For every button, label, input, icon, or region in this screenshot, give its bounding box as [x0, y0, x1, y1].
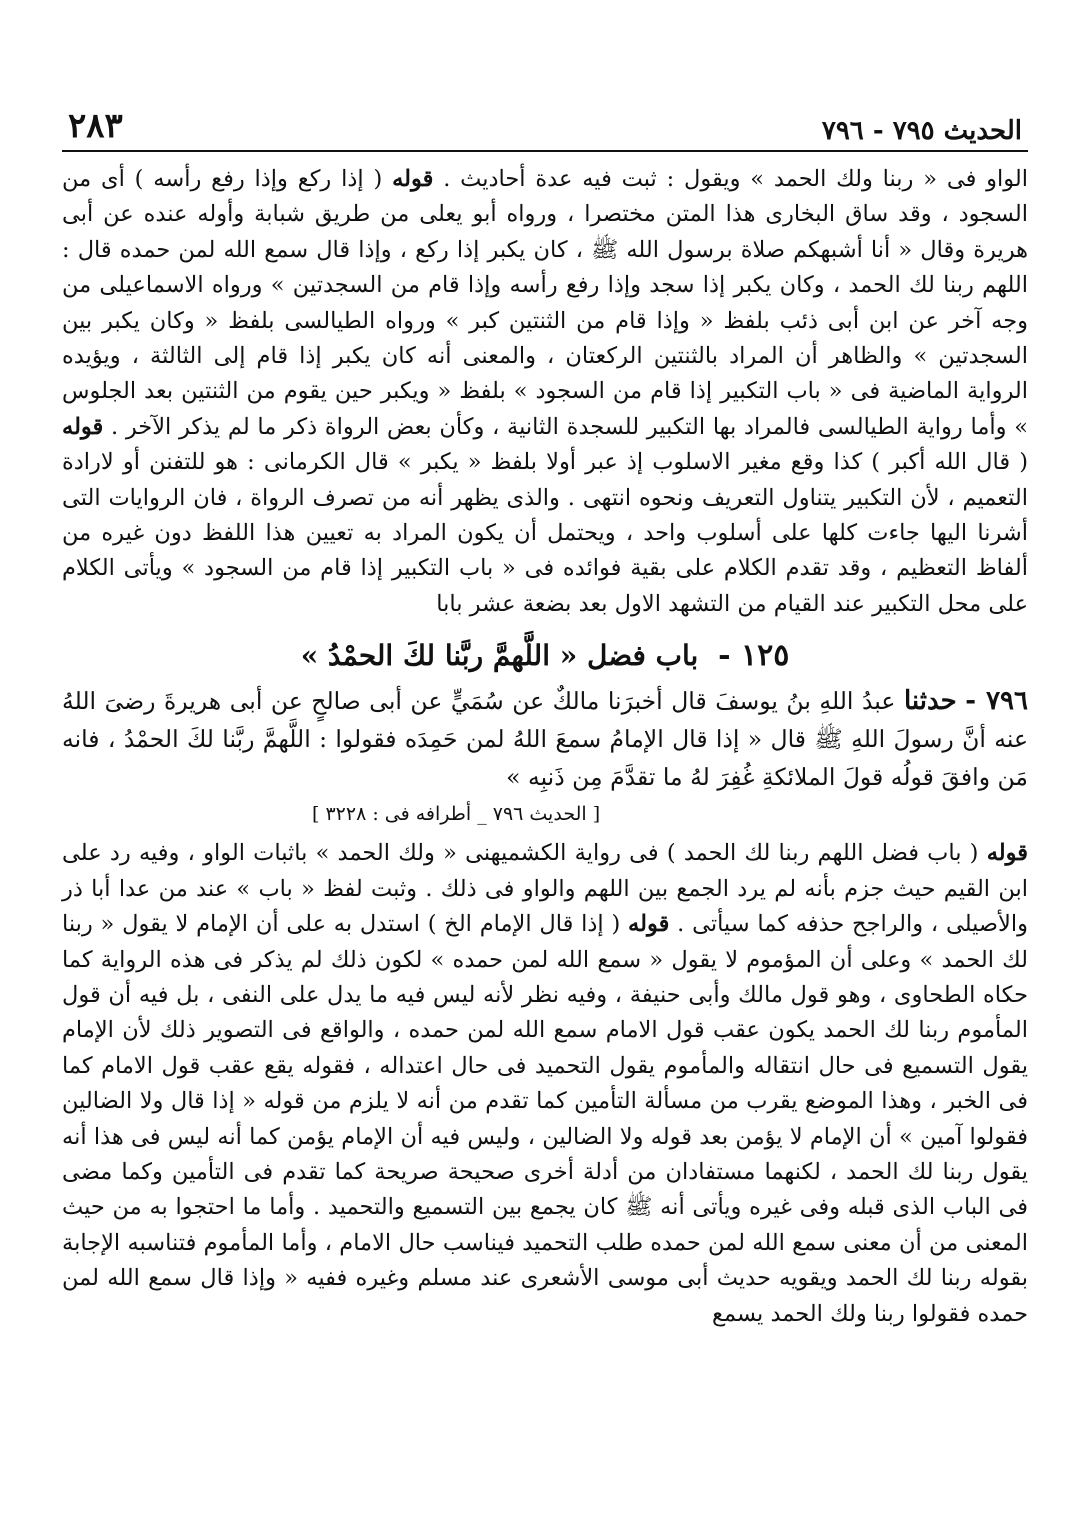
hadith-number: ٧٩٦ - [965, 686, 1028, 717]
running-head-title: الحديث ٧٩٥ - ٧٩٦ [821, 116, 1022, 146]
qawluhu-keyword: قوله [628, 911, 670, 938]
haddathana-word: حدثنا [903, 686, 957, 717]
chapter-number: ١٢٥ - [718, 638, 790, 674]
commentary-text: ( إذا ركع وإذا رفع رأسه ) أى من السجود ، وقد ساق البخارى هذا المتن مختصرا ، ورواه أبو يعلى من طريق شبابة وأوله عنده عن أبى هريرة وقال « أنا أشبهكم صلاة برسول الله ﷺ ، كان يكبر إذا ركع ، وإذا قال سمع الله لمن حمده قال : اللهم ربنا لك الحمد ، وكان يكبر إذا سجد وإذا رفع رأسه وإذا قام من السجدتين » ورواه الاسماعيلى من وجه آخر عن ابن أبى ذئب بلفظ « وإذا قام من الثنتين كبر » ورواه الطيالسى بلفظ « وكان يكبر بين السجدتين » والظاهر أن المراد بالثنتين الركعتان ، والمعنى أنه كان يكبر إذا قام إلى الثالثة ، ويؤيده الرواية الماضية فى « باب التكبير إذا قام من السجود » بلفظ « ويكبر حين يقوم من الثنتين بعد الجلوس » وأما رواية الطيالسى فالمراد بها التكبير للسجدة الثانية ، وكأن بعض الرواة ذكر ما لم يذكر الآخر . [62, 166, 1028, 440]
running-head [62, 100, 1028, 152]
hadith-text [62, 682, 1028, 796]
qawluhu-keyword: قوله [62, 413, 104, 440]
commentary-text: الواو فى « ربنا ولك الحمد » ويقول : ثبت فيه عدة أحاديث . [433, 166, 1028, 192]
commentary-paragraph [62, 162, 1028, 622]
qawluhu-keyword: قوله [986, 840, 1028, 867]
book-page [62, 100, 1028, 1332]
commentary-text: ( باب فضل اللهم ربنا لك الحمد ) فى رواية الكشميهنى « ولك الحمد » باثبات الواو ، وفيه رد على ابن القيم حيث جزم بأنه لم يرد الجمع بين اللهم والواو فى ذلك . وثبت لفظ « باب » عند من عدا أبا ذر والأصيلى ، والراجح حذفه كما سيأتى . [62, 840, 1028, 938]
commentary-paragraph [62, 836, 1028, 1332]
qawluhu-keyword: قوله [392, 166, 434, 192]
cross-reference-text: [ الحديث ٧٩٦ _ أطرافه فى : ٣٢٢٨ ] [312, 803, 601, 826]
commentary-text: ( إذا قال الإمام الخ ) استدل به على أن الإمام لا يقول « ربنا لك الحمد » وعلى أن المؤموم لا يقول « سمع الله لمن حمده » لكون ذلك لم يذكر فى هذه الرواية كما حكاه الطحاوى ، وهو قول مالك وأبى حنيفة ، وفيه نظر لأنه ليس فيه ما يدل على النفى ، بل فيه أن قول المأموم ربنا لك الحمد يكون عقب قول الامام سمع الله لمن حمده ، والواقع فى التصوير ذلك لأن الإمام يقول التسميع فى حال انتقاله والمأموم يقول التحميد فى حال اعتداله ، فقوله يقع عقب قول الامام كما فى الخبر ، وهذا الموضع يقرب من مسألة التأمين كما تقدم من أنه لا يلزم من قوله « إذا قال ولا الضالين فقولوا آمين » أن الإمام لا يؤمن بعد قوله ولا الضالين ، وليس فيه أن الإمام يؤمن كما أنه ليس فى هذا أنه يقول ربنا لك الحمد ، لكنهما مستفادان من أدلة أخرى صحيحة صريحة كما تقدم فى التأمين وكما مضى فى الباب الذى قبله وفى غيره ويأتى أنه ﷺ كان يجمع بين التسميع والتحميد . وأما ما احتجوا به من حيث المعنى من أن معنى سمع الله لمن حمده طلب التحميد فيناسب حال الامام ، وأما المأموم فتناسبه الإجابة بقوله ربنا لك الحمد ويقويه حديث أبى موسى الأشعرى عند مسلم وغيره ففيه « وإذا قال سمع الله لمن حمده فقولوا ربنا ولك الحمد يسمع [62, 911, 1028, 1327]
page-number: ٢٨٣ [68, 106, 123, 146]
chapter-heading [62, 638, 1028, 674]
hadith-cross-reference [62, 800, 1028, 828]
commentary-text: ( قال الله أكبر ) كذا وقع مغير الاسلوب إذ عبر أولا بلفظ « يكبر » قال الكرمانى : هو للتفنن أو لارادة التعميم ، لأن التكبير يتناول التعريف ونحوه انتهى . والذى يظهر أنه من تصرف الرواة ، فان الروايات التى أشرنا اليها جاءت كلها على أسلوب واحد ، ويحتمل أن يكون المراد به تعيين هذا اللفظ دون غيره من ألفاظ التعظيم ، وقد تقدم الكلام على بقية فوائده فى « باب التكبير إذا قام من السجود » ويأتى الكلام على محل التكبير عند القيام من التشهد الاول بعد بضعة عشر بابا [62, 449, 1028, 617]
commentary-block-1 [62, 162, 1028, 622]
commentary-block-2 [62, 836, 1028, 1332]
hadith-body: عبدُ اللهِ بنُ يوسفَ قال أخبرَنا مالكٌ عن سُمَيٍّ عن أبى صالحٍ عن أبى هريرةَ رضىَ اللهُ عنه أنَّ رسولَ اللهِ ﷺ قال « إذا قال الإمامُ سمعَ اللهُ لمن حَمِدَه فقولوا : اللَّهمَّ ربَّنا لكَ الحمْدُ ، فانه مَن وافقَ قولُه قولَ الملائكةِ غُفِرَ لهُ ما تقدَّمَ مِن ذَنبِه » [62, 687, 1028, 792]
chapter-word: باب [655, 639, 699, 673]
chapter-title: فضل « اللَّهمَّ ربَّنا لكَ الحمْدُ » [300, 639, 646, 673]
